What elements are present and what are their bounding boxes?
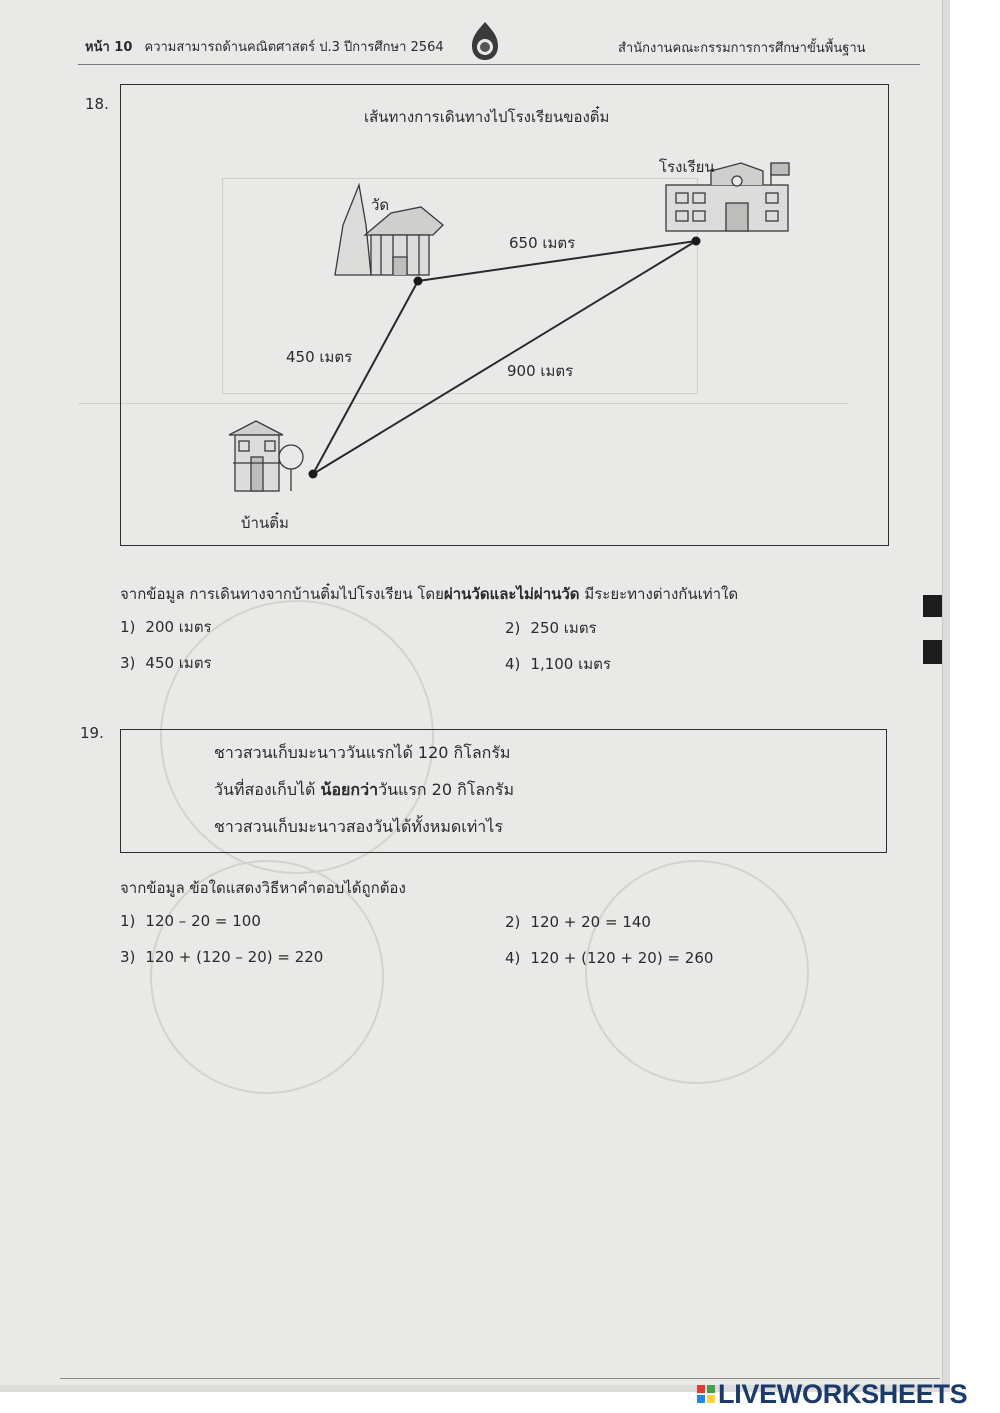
story-text-part: วันแรก 20 กิโลกรัม <box>378 780 515 799</box>
home-icon <box>229 421 303 491</box>
story-text-part: วันที่สองเก็บได้ <box>214 780 321 799</box>
option-text: 120 + (120 – 20) = 220 <box>145 948 324 966</box>
label-school: โรงเรียน <box>659 158 715 176</box>
bleed-clock <box>585 860 809 1084</box>
route-map-diagram <box>121 85 888 545</box>
obec-emblem-icon <box>468 20 502 62</box>
distance-home-school: 900 เมตร <box>507 362 574 380</box>
question-text-part: มีระยะทางต่างกันเท่าใด <box>579 585 739 603</box>
node-temple <box>414 277 423 286</box>
option-number: 1) <box>120 912 136 930</box>
label-temple: วัด <box>371 196 390 214</box>
story-line-2 <box>214 778 514 803</box>
q18-option-2[interactable] <box>505 616 597 640</box>
subject-title: ความสามารถด้านคณิตศาสตร์ ป.3 ปีการศึกษา 2564 <box>144 40 444 55</box>
option-text: 250 เมตร <box>530 619 597 637</box>
q19-option-2[interactable] <box>505 913 651 931</box>
liveworksheets-logo-icon <box>697 1385 715 1403</box>
option-number: 3) <box>120 948 136 966</box>
option-text: 120 + (120 + 20) = 260 <box>530 949 714 967</box>
option-text: 450 เมตร <box>145 654 212 672</box>
question-number: 19. <box>80 724 104 742</box>
route-home-school <box>313 241 696 474</box>
story-line-1: ชาวสวนเก็บมะนาววันแรกได้ 120 กิโลกรัม <box>214 743 511 762</box>
route-map-box <box>120 84 889 546</box>
registration-mark <box>923 640 942 664</box>
question-19-text: จากข้อมูล ข้อใดแสดงวิธีหาคำตอบได้ถูกต้อง <box>120 879 406 897</box>
q18-option-3[interactable] <box>120 651 212 675</box>
question-number: 18. <box>85 95 109 113</box>
distance-temple-school: 650 เมตร <box>509 234 576 252</box>
option-number: 2) <box>505 619 521 637</box>
option-text: 200 เมตร <box>145 618 212 636</box>
option-text: 120 – 20 = 100 <box>145 912 261 930</box>
node-home <box>309 470 318 479</box>
story-problem-box <box>120 729 887 853</box>
q19-option-3[interactable] <box>120 948 323 966</box>
question-18-text <box>120 582 738 606</box>
q19-option-1[interactable] <box>120 912 261 930</box>
option-number: 4) <box>505 949 521 967</box>
story-line-3: ชาวสวนเก็บมะนาวสองวันได้ทั้งหมดเท่าไร <box>214 817 503 836</box>
node-school <box>692 237 701 246</box>
q18-option-4[interactable] <box>505 652 611 676</box>
question-emphasis: ผ่านวัดและไม่ผ่านวัด <box>443 585 580 603</box>
option-number: 4) <box>505 655 521 673</box>
option-number: 3) <box>120 654 136 672</box>
registration-mark <box>923 595 942 617</box>
liveworksheets-watermark: LIVEWORKSHEETS <box>718 1379 968 1409</box>
header-divider <box>78 64 920 65</box>
question-text-part: จากข้อมูล การเดินทางจากบ้านติ๋มไปโรงเรียน โดย <box>120 585 444 603</box>
story-emphasis: น้อยกว่า <box>320 780 379 799</box>
label-home: บ้านติ๋ม <box>241 514 289 532</box>
q19-option-4[interactable] <box>505 949 713 967</box>
page-number: หน้า 10 <box>85 40 133 55</box>
option-text: 1,100 เมตร <box>530 655 611 673</box>
agency-name: สำนักงานคณะกรรมการการศึกษาขั้นพื้นฐาน <box>618 41 866 56</box>
q18-option-1[interactable] <box>120 615 212 639</box>
map-title: เส้นทางการเดินทางไปโรงเรียนของติ๋ม <box>364 108 610 126</box>
page-header-left <box>85 36 444 57</box>
option-text: 120 + 20 = 140 <box>530 913 651 931</box>
option-number: 2) <box>505 913 521 931</box>
distance-home-temple: 450 เมตร <box>286 348 353 366</box>
option-number: 1) <box>120 618 136 636</box>
route-home-temple <box>313 281 418 474</box>
